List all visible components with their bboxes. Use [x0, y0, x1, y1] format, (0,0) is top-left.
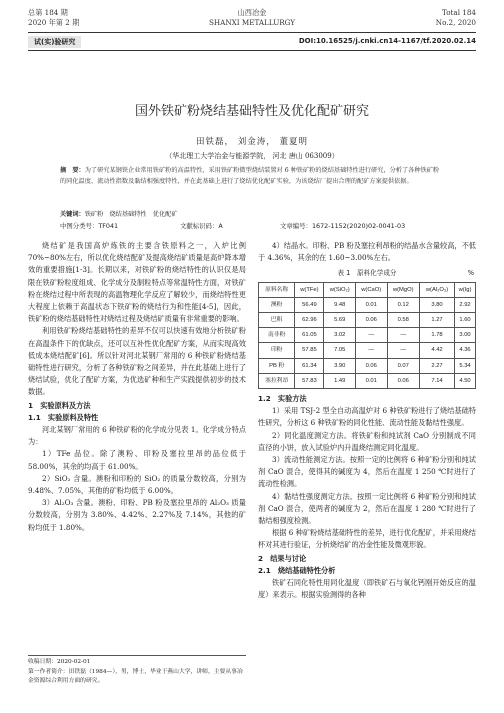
heading-section-2: 2 结果与讨论 [258, 553, 307, 563]
journal-name [28, 8, 476, 28]
table-header-cell: w(TFe) [295, 282, 324, 297]
table-cell: 4.50 [455, 373, 476, 388]
table-cell: 3.80 [419, 297, 454, 312]
table-cell: — [387, 343, 419, 358]
table-header-cell: w(CaO) [355, 282, 387, 297]
received-date: 收稿日期：2020-02-01 [28, 659, 91, 665]
table-cell: 1.60 [455, 313, 476, 328]
table-row [259, 313, 476, 328]
materials-item-3: 3）Al₂O₃ 含量。澳粉、印粉、PB 粉及塞拉里昂的 Al₂O₃ 质量分数较高，分别为 3.80%、4.42%、2.27%及 7.14%，其他的矿粉均低于 1.80%。 [28, 498, 246, 532]
header-divider-thin [28, 50, 476, 51]
keywords [60, 209, 444, 218]
right-column [258, 240, 476, 601]
table-cell: 61.34 [295, 358, 324, 373]
header-divider [28, 32, 476, 33]
doi: DOI:10.16525/j.cnki.cn14-1167/tf.2020.02.14 [298, 37, 476, 45]
table-row [259, 343, 476, 358]
table-header-row [259, 282, 476, 297]
journal-name-en: SHANXI METALLURGY [208, 18, 296, 27]
table-cell: 62.96 [295, 313, 324, 328]
heading-section-1: 1 实验原料及方法 [28, 400, 91, 410]
section-tag: 试(实)验研究 [28, 36, 81, 48]
table-cell: 巴粗 [259, 313, 295, 328]
table-cell: 0.58 [387, 313, 419, 328]
keywords-text: 铁矿粉 烧结基础特性 优化配矿 [84, 211, 178, 218]
table-cell: 0.06 [355, 313, 387, 328]
table-title: 表 1 原料化学成分 [337, 269, 397, 278]
abstract [60, 166, 444, 188]
intro-paragraph-1: 烧结矿是我国高炉炼铁的主要含铁原料之一，入炉比例 70%~80%左右，所以优化烧结配矿及提高烧结矿质量是高炉降本增效的重要措施[1-3]。长期以来，对铁矿粉的烧结特性的认识仅是局限在铁矿粉粒度组成、化学成分及制粒特点等常温特性方面，对铁矿粉在烧结过程中所表现的高温物理化学反应了解较少，而烧结特性更大程度上依赖于高温状态下铁矿粉的烧结行为和性能[4-5]，因此，铁矿粉的烧结基础特性对烧结过程及烧结矿质量有非常重要的影响。 [28, 241, 246, 324]
method-item-3: 3）流动性能测定方法。按照一定的比例将 6 种矿粉分别和纯试剂 CaO 混合，使得其的碱度为 4，然后在温度 1 250 ℃时进行了流动性检测。 [258, 455, 476, 489]
table-cell: 4.36 [455, 343, 476, 358]
table-cell: 3.90 [324, 358, 356, 373]
intro-paragraph-2: 利用铁矿粉烧结基础特性的差异不仅可以快速有效地分析铁矿粉在高温条件下的优缺点，还可以互补性优化配矿方案，从而实现高效低成本烧结配矿[6]。所以针对河北某钢厂常用的 6 种铁矿粉烧结基础特性进行研究，分析了各种铁矿粉之间差异，并在此基础上进行了烧结试验，优化了配矿方案，为优选矿种和生产实践提供初步的技术数据。 [28, 326, 246, 397]
table-header-cell: w(MgO) [387, 282, 419, 297]
table-cell: 0.06 [355, 358, 387, 373]
affiliation: （华北理工大学冶金与能源学院， 河北 唐山 063009） [165, 152, 339, 160]
issue-total: 总第 184 期 [28, 8, 68, 17]
composition-table [258, 282, 476, 389]
table-cell: 南非粉 [259, 328, 295, 343]
table-cell: 印粉 [259, 343, 295, 358]
table-cell: 0.06 [387, 373, 419, 388]
left-column [28, 240, 246, 534]
table-cell: — [355, 343, 387, 358]
table-caption [258, 267, 476, 279]
method-item-2: 2）同化温度测定方法。将铁矿粉和纯试剂 CaO 分别制成不同直径的小饼，放入试验炉内升温烧结测定同化温度。 [258, 430, 476, 452]
journal-issue-en [436, 8, 476, 28]
article-number: 文章编号：1672-1152(2020)02-0041-03 [280, 222, 406, 230]
table-row [259, 373, 476, 388]
method-item-4: 4）黏结性强度测定方法。按照一定比例将 6 种矿粉分别和纯试剂 CaO 混合，使两者的碱度为 2，然后在温度 1 280 ℃时进行了黏结相强度检测。 [258, 491, 476, 526]
method-item-1: 1）采用 TSJ-2 型全自动高温炉对 6 种铁矿粉进行了烧结基础特性研究，分析这 6 种铁矿粉的同化性能、流动性能及黏结性强度。 [258, 406, 476, 428]
table-unit: % [467, 269, 474, 278]
table-header-cell: w(Ig) [455, 282, 476, 297]
table-cell: 57.83 [295, 373, 324, 388]
table-cell: 1.49 [324, 373, 356, 388]
authors: 田铁磊， 刘金涛， 董夏明 [196, 137, 308, 147]
table-cell: 0.01 [355, 297, 387, 312]
table-cell: 7.05 [324, 343, 356, 358]
table-row [259, 328, 476, 343]
table-cell: 4.42 [419, 343, 454, 358]
issue-total-en: Total 184 [441, 8, 476, 17]
table-cell: 57.85 [295, 343, 324, 358]
table-cell: 0.12 [387, 297, 419, 312]
issue-year: 2020 年第 2 期 [28, 18, 80, 27]
table-cell: 61.05 [295, 328, 324, 343]
table-cell: 5.34 [455, 358, 476, 373]
table-cell: 0.07 [387, 358, 419, 373]
keywords-label: 关键词： [60, 211, 85, 218]
footnote [28, 655, 246, 687]
materials-item-1: 1）TFe 品位。除了澳粉、印粉及塞拉里昂的品位低于 58.00%，其余的均高于 61.00%。 [28, 449, 246, 471]
table-cell: — [387, 328, 419, 343]
table-cell: 1.27 [419, 313, 454, 328]
materials-item-4: 4）结晶水。印粉、PB 粉及塞拉利昂粉的结晶水含量较高，不低于 4.36%，其余的在 1.60~3.00%左右。 [258, 241, 476, 263]
results-paragraph: 铁矿石同化特性用同化温度（即铁矿石与氧化钙刚开始反应的温度）来表示。根据实验测得的各种 [258, 578, 476, 600]
document-code: 文献标识码：A [180, 222, 223, 230]
table-cell: 5.69 [324, 313, 356, 328]
heading-section-1-1: 1.1 实验原料及特性 [28, 412, 99, 422]
table-cell: 3.00 [455, 328, 476, 343]
table-cell: 56.49 [295, 297, 324, 312]
table-cell: 2.92 [455, 297, 476, 312]
table-header-cell: 原料名称 [259, 282, 295, 297]
abstract-text: 为了研究某钢铁企业常用铁矿粉的高温特性，采用铁矿粉微型烧结装置对 6 种铁矿粉的烧结基础特性进行研究，分析了各种铁矿粉的同化温度、流动性指数及黏结相强度特性，并在此基础上进行了烧结优化配矿实验，为该烧结厂提出合理的配矿方案提供依据。 [60, 167, 440, 185]
issue-number-en: No.2, 2020 [435, 18, 476, 27]
table-cell: 3.02 [324, 328, 356, 343]
paper-title: 国外铁矿粉烧结基础特性及优化配矿研究 [134, 104, 369, 119]
table-cell: 9.48 [324, 297, 356, 312]
table-header-cell: w(SiO₂) [324, 282, 356, 297]
table-cell: 1.78 [419, 328, 454, 343]
table-row [259, 297, 476, 312]
materials-paragraph: 河北某钢厂常用的 6 种铁矿粉的化学成分见表 1。化学成分特点为： [28, 425, 246, 447]
abstract-label: 摘 要： [60, 167, 85, 174]
table-cell: 塞拉利昂 [259, 373, 295, 388]
table-cell: 澳粉 [259, 297, 295, 312]
class-number: 中图分类号：TF041 [60, 222, 119, 230]
table-cell: 2.27 [419, 358, 454, 373]
table-cell: 0.01 [355, 373, 387, 388]
table-cell: — [355, 328, 387, 343]
journal-name-cn: 山西冶金 [237, 8, 267, 17]
method-summary: 根据 6 种矿粉烧结基础特性的差异，进行优化配矿，并采用烧结杯对其进行验证，分析烧结矿的冶金性能及微观形貌。 [258, 528, 476, 550]
materials-item-2: 2）SiO₂ 含量。澳粉和印粉的 SiO₂ 的质量分数较高，分别为 9.48%、7.05%，其他的矿粉均低于 6.00%。 [28, 473, 246, 496]
table-header-cell: w(Al₂O₃) [419, 282, 454, 297]
table-cell: PB 粉 [259, 358, 295, 373]
table-cell: 7.14 [419, 373, 454, 388]
author-bio: 第一作者简介：田铁磊（1984—），男，博士，毕业于燕山大学，讲师，主要从事冶金资源综合利用方面的研究。 [28, 668, 243, 684]
heading-section-2-1: 2.1 烧结基础特性分析 [258, 565, 336, 575]
table-row [259, 358, 476, 373]
heading-section-1-2: 1.2 实验方法 [258, 394, 307, 404]
